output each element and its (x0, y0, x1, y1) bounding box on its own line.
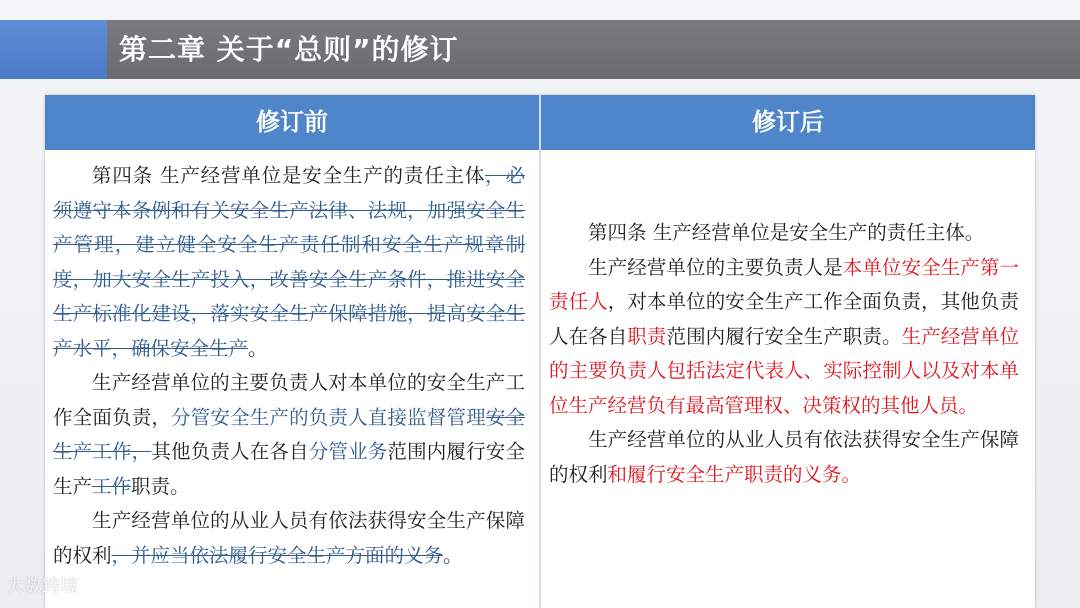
deleted-text: 工作 (92, 474, 132, 498)
text-segment: 范围内履行安全生产职责。 (666, 324, 902, 348)
paragraph (549, 216, 1019, 251)
comparison-table (45, 95, 1035, 608)
changed-text: 分管安全生产的负责人直接监督管理 (171, 405, 486, 429)
text-segment: 。 (443, 543, 463, 567)
text-segment: 。 (248, 336, 268, 360)
text-segment: ，对本单位的安全生产工作全面负责，其他负责人在各自 (549, 290, 1019, 348)
added-text: 本单位安全生产第一责任人 (549, 255, 1019, 313)
text-segment: 生产经营单位的从业人员有依法获得安全生产保障的权利 (53, 509, 525, 567)
paragraph (549, 423, 1019, 492)
deleted-text: 安全生产工作， (53, 405, 525, 463)
text-segment: 其他负责人在各自 (151, 440, 309, 463)
text-segment: 范围内履行安全生产 (53, 440, 525, 498)
added-text: 生产经营单位的主要负责人包括法定代表人、实际控制人以及对本单位生产经营负有最高管理权、决策权的其他人员。 (549, 324, 1019, 417)
watermark-logo: 大数跨境 (6, 576, 78, 597)
text-segment: 生产经营单位的主要负责人是 (588, 255, 843, 279)
text-segment: 生产经营单位的主要负责人对本单位的安全生产工作全面负责， (53, 371, 525, 429)
paragraph (549, 251, 1019, 424)
slide-title: 第二章 关于“总则”的修订 (119, 33, 459, 66)
title-accent-block (0, 20, 107, 79)
header-after: 修订后 (541, 95, 1035, 150)
added-text: 和履行安全生产职责的义务。 (607, 462, 862, 486)
text-segment: 第四条 生产经营单位是安全生产的责任主体 (92, 164, 486, 187)
added-text: 职责 (627, 324, 667, 348)
deleted-text: ，并应当依法履行安全生产方面的义务 (111, 543, 444, 567)
paragraph (53, 366, 525, 504)
cell-after (541, 150, 1035, 608)
text-segment: 第四条 生产经营单位是安全生产的责任主体。 (588, 221, 985, 244)
before-text-block (53, 159, 525, 573)
changed-text: 分管业务 (308, 440, 388, 463)
text-segment: 生产经营单位的从业人员有依法获得安全生产保障的权利 (549, 428, 1019, 486)
cell-before (45, 150, 539, 608)
header-before: 修订前 (45, 95, 539, 150)
after-text-block (549, 216, 1019, 492)
paragraph (53, 159, 525, 366)
text-segment: 职责。 (131, 474, 190, 498)
paragraph (53, 504, 525, 573)
deleted-text: ，必须遵守本条例和有关安全生产法律、法规，加强安全生产管理，建立健全安全生产责任制和安全生产规章制度，加大安全生产投入，改善安全生产条件，推进安全生产标准化建设，落实安全生产保障措施，提高安全生产水平，确保安全生产 (53, 164, 525, 360)
